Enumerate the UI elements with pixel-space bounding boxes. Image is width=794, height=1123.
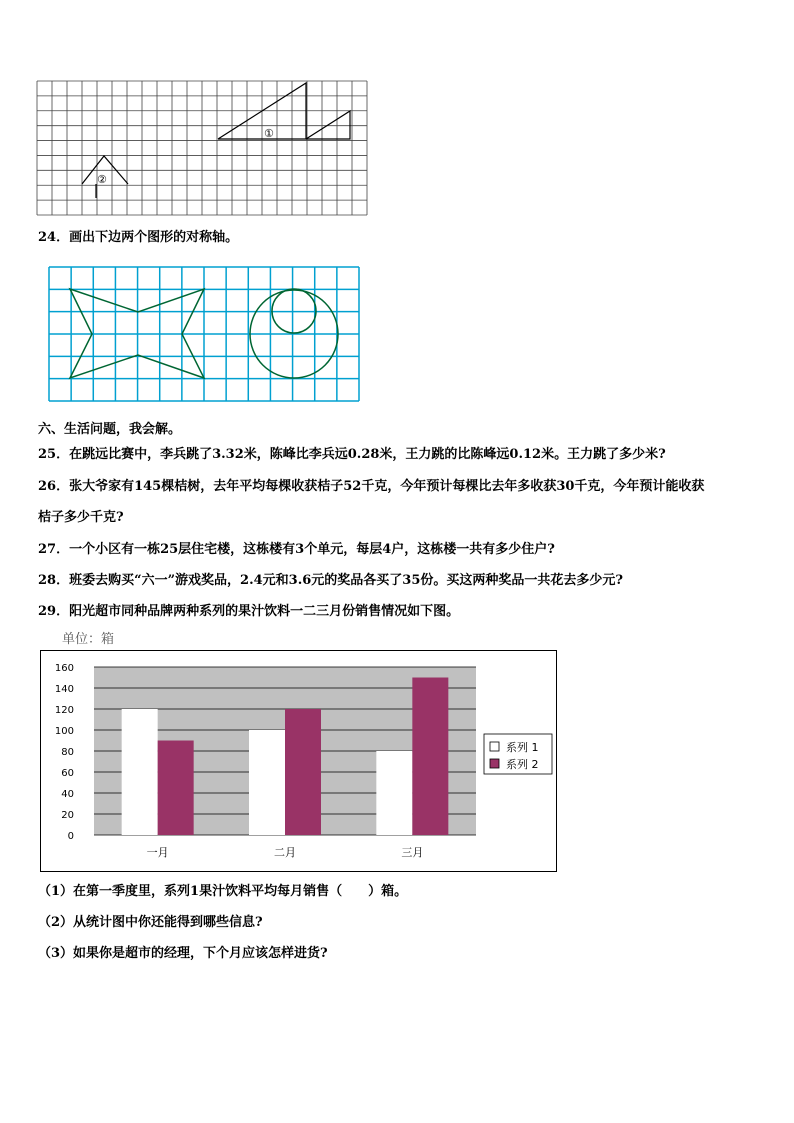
y-tick-label: 120 bbox=[54, 705, 74, 716]
section-6-title: 六、生活问题，我会解。 bbox=[38, 422, 182, 437]
question-29: 29．阳光超市同种品牌两种系列的果汁饮料一二三月份销售情况如下图。 bbox=[38, 604, 460, 619]
figure-2-label: ② bbox=[97, 173, 107, 186]
legend-swatch bbox=[490, 742, 499, 751]
y-tick-label: 60 bbox=[61, 768, 74, 779]
bar-series-2 bbox=[412, 678, 448, 836]
question-27: 27．一个小区有一栋25层住宅楼，这栋楼有3个单元，每层4户，这栋楼一共有多少住户? bbox=[38, 542, 555, 557]
question-29-sub-2: （2）从统计图中你还能得到哪些信息? bbox=[38, 915, 263, 930]
question-29-sub-1: （1）在第一季度里，系列1果汁饮料平均每月销售（ ）箱。 bbox=[38, 884, 408, 899]
chart-legend bbox=[484, 734, 552, 774]
y-tick-label: 0 bbox=[67, 831, 74, 842]
y-tick-label: 140 bbox=[54, 684, 74, 695]
top-grid-lines bbox=[37, 81, 367, 215]
legend-label: 系列 1 bbox=[506, 741, 539, 754]
question-24: 24．画出下边两个图形的对称轴。 bbox=[38, 230, 239, 245]
x-tick-label: 二月 bbox=[274, 846, 296, 859]
bar-series-1 bbox=[249, 730, 285, 835]
bar-series-1 bbox=[122, 709, 158, 835]
figure-1-small-triangle bbox=[306, 111, 350, 139]
question-25: 25．在跳远比赛中，李兵跳了3.32米，陈峰比李兵远0.28米，王力跳的比陈峰远0.12米。王力跳了多少米? bbox=[38, 447, 666, 462]
question-26-line-1: 26．张大爷家有145棵桔树，去年平均每棵收获桔子52千克，今年预计每棵比去年多收获30千克，今年预计能收获 bbox=[38, 479, 705, 494]
x-tick-label: 一月 bbox=[146, 846, 169, 859]
bar-series-2 bbox=[158, 741, 194, 836]
legend-swatch bbox=[490, 759, 499, 768]
question-29-sub-3: （3）如果你是超市的经理，下个月应该怎样进货? bbox=[38, 946, 328, 961]
y-tick-label: 40 bbox=[61, 789, 74, 800]
symmetry-grid-lines bbox=[49, 267, 359, 401]
question-28: 28．班委去购买“六一”游戏奖品，2.4元和3.6元的奖品各买了35份。买这两种奖品一共花去多少元? bbox=[38, 573, 623, 588]
y-tick-label: 20 bbox=[61, 810, 74, 821]
bar-series-1 bbox=[376, 751, 412, 835]
legend-label: 系列 2 bbox=[506, 758, 539, 771]
y-tick-label: 160 bbox=[54, 663, 74, 674]
figure-1-label: ① bbox=[264, 127, 274, 140]
chart-unit-label: 单位：箱 bbox=[62, 632, 115, 647]
y-tick-label: 100 bbox=[54, 726, 74, 737]
bar-series-2 bbox=[285, 709, 321, 835]
question-26-line-2: 桔子多少千克? bbox=[38, 510, 124, 525]
y-tick-label: 80 bbox=[61, 747, 74, 758]
sales-bar-chart bbox=[40, 650, 558, 874]
symmetry-grid bbox=[48, 266, 360, 402]
x-tick-label: 三月 bbox=[401, 846, 424, 859]
top-grid-figures bbox=[36, 80, 368, 218]
